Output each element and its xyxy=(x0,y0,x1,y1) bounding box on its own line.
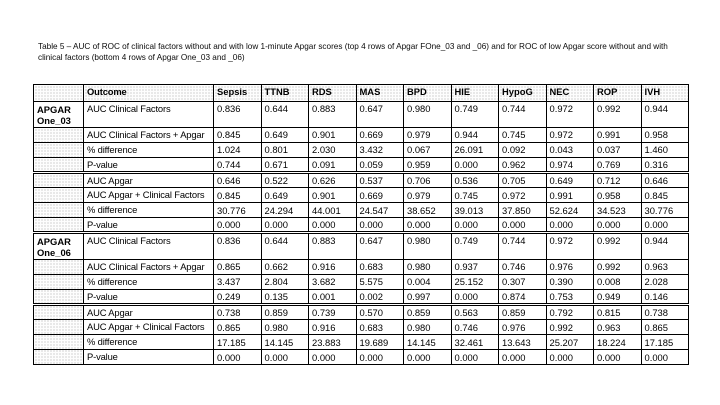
value-cell: 24.294 xyxy=(261,203,309,218)
value-cell: 0.000 xyxy=(594,349,642,364)
group-spacer-cell xyxy=(34,349,84,364)
value-cell: 0.000 xyxy=(404,349,452,364)
value-cell: 25.152 xyxy=(451,274,499,289)
value-cell: 0.744 xyxy=(214,158,262,173)
group-spacer-cell xyxy=(34,304,84,319)
value-cell: 0.901 xyxy=(309,128,357,143)
value-cell: 0.000 xyxy=(594,218,642,233)
value-cell: 0.647 xyxy=(356,102,404,128)
value-cell: 0.749 xyxy=(451,233,499,260)
value-cell: 0.845 xyxy=(214,188,262,203)
value-cell: 44.001 xyxy=(309,203,357,218)
value-cell: 0.000 xyxy=(451,218,499,233)
value-cell: 0.536 xyxy=(451,173,499,188)
value-cell: 0.008 xyxy=(594,274,642,289)
value-cell: 0.958 xyxy=(594,188,642,203)
value-cell: 0.944 xyxy=(451,128,499,143)
value-cell: 0.000 xyxy=(214,218,262,233)
value-cell: 0.746 xyxy=(499,259,547,274)
value-cell: 0.980 xyxy=(261,319,309,334)
value-cell: 0.570 xyxy=(356,304,404,319)
group-spacer-cell xyxy=(34,274,84,289)
table-caption: Table 5 – AUC of ROC of clinical factors without and with low 1-minute Apgar scores (top 4 rows of Apgar FOne_03 and _06) and for ROC of low Apgar score without and with clinical factors (bottom 4 rows of Apgar One_03 and _06) xyxy=(38,42,668,63)
value-cell: 0.992 xyxy=(594,102,642,128)
group-label: APGAR One_03 xyxy=(34,102,84,128)
value-cell: 34.523 xyxy=(594,203,642,218)
value-cell: 0.000 xyxy=(404,218,452,233)
table-row xyxy=(34,304,689,319)
table-row xyxy=(34,274,689,289)
group-spacer-cell xyxy=(34,128,84,143)
value-cell: 0.000 xyxy=(451,349,499,364)
value-cell: 0.000 xyxy=(451,158,499,173)
value-cell: 1.460 xyxy=(641,143,689,158)
value-cell: 0.959 xyxy=(404,158,452,173)
value-cell: 0.644 xyxy=(261,102,309,128)
value-cell: 0.976 xyxy=(546,259,594,274)
value-cell: 0.949 xyxy=(594,289,642,304)
value-cell: 0.972 xyxy=(499,188,547,203)
column-header-bpd: BPD xyxy=(404,85,452,102)
value-cell: 0.979 xyxy=(404,188,452,203)
value-cell: 0.000 xyxy=(214,349,262,364)
value-cell: 0.647 xyxy=(356,233,404,260)
outcome-label: % difference xyxy=(84,203,214,218)
outcome-label: AUC Clinical Factors xyxy=(84,102,214,128)
value-cell: 17.185 xyxy=(641,334,689,349)
value-cell: 5.575 xyxy=(356,274,404,289)
value-cell: 0.865 xyxy=(641,319,689,334)
column-header-mas: MAS xyxy=(356,85,404,102)
outcome-label: % difference xyxy=(84,274,214,289)
value-cell: 0.135 xyxy=(261,289,309,304)
value-cell: 0.845 xyxy=(641,188,689,203)
value-cell: 0.738 xyxy=(214,304,262,319)
value-cell: 0.976 xyxy=(499,319,547,334)
value-cell: 0.980 xyxy=(404,102,452,128)
value-cell: 0.836 xyxy=(214,102,262,128)
group-label: APGAR One_06 xyxy=(34,233,84,260)
table-row xyxy=(34,102,689,128)
column-header-ttnb: TTNB xyxy=(261,85,309,102)
column-header-hie: HIE xyxy=(451,85,499,102)
value-cell: 0.000 xyxy=(641,218,689,233)
table-row xyxy=(34,259,689,274)
column-header-rds: RDS xyxy=(309,85,357,102)
outcome-label: AUC Clinical Factors xyxy=(84,233,214,260)
value-cell: 0.649 xyxy=(261,188,309,203)
column-header-blank xyxy=(34,85,84,102)
value-cell: 0.991 xyxy=(546,188,594,203)
outcome-label: % difference xyxy=(84,143,214,158)
value-cell: 0.992 xyxy=(594,233,642,260)
value-cell: 0.753 xyxy=(546,289,594,304)
value-cell: 0.739 xyxy=(309,304,357,319)
value-cell: 0.859 xyxy=(499,304,547,319)
value-cell: 0.000 xyxy=(451,289,499,304)
group-spacer-cell xyxy=(34,173,84,188)
value-cell: 0.738 xyxy=(641,304,689,319)
value-cell: 0.669 xyxy=(356,128,404,143)
value-cell: 30.776 xyxy=(214,203,262,218)
value-cell: 0.043 xyxy=(546,143,594,158)
value-cell: 0.000 xyxy=(546,349,594,364)
value-cell: 1.024 xyxy=(214,143,262,158)
value-cell: 0.537 xyxy=(356,173,404,188)
value-cell: 0.865 xyxy=(214,319,262,334)
outcome-label: % difference xyxy=(84,334,214,349)
value-cell: 0.307 xyxy=(499,274,547,289)
value-cell: 0.004 xyxy=(404,274,452,289)
group-spacer-cell xyxy=(34,218,84,233)
outcome-label: P-value xyxy=(84,349,214,364)
value-cell: 0.522 xyxy=(261,173,309,188)
group-spacer-cell xyxy=(34,259,84,274)
table-row xyxy=(34,158,689,173)
value-cell: 0.649 xyxy=(546,173,594,188)
value-cell: 0.000 xyxy=(261,218,309,233)
value-cell: 17.185 xyxy=(214,334,262,349)
value-cell: 0.000 xyxy=(546,218,594,233)
value-cell: 0.883 xyxy=(309,233,357,260)
value-cell: 0.000 xyxy=(356,218,404,233)
group-spacer-cell xyxy=(34,158,84,173)
value-cell: 0.937 xyxy=(451,259,499,274)
value-cell: 0.744 xyxy=(499,102,547,128)
value-cell: 37.850 xyxy=(499,203,547,218)
outcome-label: AUC Clinical Factors + Apgar xyxy=(84,128,214,143)
value-cell: 13.643 xyxy=(499,334,547,349)
value-cell: 0.646 xyxy=(641,173,689,188)
column-header-ivh: IVH xyxy=(641,85,689,102)
value-cell: 0.980 xyxy=(404,233,452,260)
value-cell: 0.980 xyxy=(404,259,452,274)
table-row xyxy=(34,173,689,188)
value-cell: 0.963 xyxy=(641,259,689,274)
outcome-label: P-value xyxy=(84,289,214,304)
value-cell: 0.992 xyxy=(594,259,642,274)
value-cell: 0.916 xyxy=(309,319,357,334)
value-cell: 0.646 xyxy=(214,173,262,188)
value-cell: 0.000 xyxy=(641,349,689,364)
value-cell: 3.682 xyxy=(309,274,357,289)
group-spacer-cell xyxy=(34,203,84,218)
value-cell: 0.944 xyxy=(641,233,689,260)
outcome-label: AUC Apgar xyxy=(84,173,214,188)
value-cell: 0.883 xyxy=(309,102,357,128)
value-cell: 0.059 xyxy=(356,158,404,173)
value-cell: 0.037 xyxy=(594,143,642,158)
value-cell: 0.916 xyxy=(309,259,357,274)
value-cell: 0.991 xyxy=(594,128,642,143)
value-cell: 0.845 xyxy=(214,128,262,143)
value-cell: 24.547 xyxy=(356,203,404,218)
value-cell: 52.624 xyxy=(546,203,594,218)
value-cell: 0.316 xyxy=(641,158,689,173)
table-body xyxy=(34,102,689,365)
value-cell: 0.815 xyxy=(594,304,642,319)
value-cell: 0.859 xyxy=(261,304,309,319)
value-cell: 30.776 xyxy=(641,203,689,218)
column-header-nec: NEC xyxy=(546,85,594,102)
value-cell: 0.972 xyxy=(546,102,594,128)
value-cell: 2.028 xyxy=(641,274,689,289)
value-cell: 0.801 xyxy=(261,143,309,158)
value-cell: 0.859 xyxy=(404,304,452,319)
header-row xyxy=(34,85,689,102)
value-cell: 0.997 xyxy=(404,289,452,304)
value-cell: 3.437 xyxy=(214,274,262,289)
group-spacer-cell xyxy=(34,188,84,203)
value-cell: 0.669 xyxy=(356,188,404,203)
outcome-label: P-value xyxy=(84,158,214,173)
value-cell: 0.000 xyxy=(499,349,547,364)
outcome-label: AUC Apgar + Clinical Factors xyxy=(84,319,214,334)
value-cell: 0.712 xyxy=(594,173,642,188)
value-cell: 0.746 xyxy=(451,319,499,334)
column-header-hypog: HypoG xyxy=(499,85,547,102)
value-cell: 0.979 xyxy=(404,128,452,143)
table-row xyxy=(34,188,689,203)
value-cell: 0.000 xyxy=(309,349,357,364)
value-cell: 0.749 xyxy=(451,102,499,128)
outcome-label: AUC Apgar + Clinical Factors xyxy=(84,188,214,203)
value-cell: 0.706 xyxy=(404,173,452,188)
group-spacer-cell xyxy=(34,143,84,158)
value-cell: 0.944 xyxy=(641,102,689,128)
value-cell: 0.091 xyxy=(309,158,357,173)
value-cell: 0.671 xyxy=(261,158,309,173)
table-row xyxy=(34,203,689,218)
value-cell: 0.683 xyxy=(356,259,404,274)
value-cell: 0.000 xyxy=(356,349,404,364)
table-row xyxy=(34,143,689,158)
value-cell: 0.705 xyxy=(499,173,547,188)
value-cell: 0.769 xyxy=(594,158,642,173)
value-cell: 0.000 xyxy=(261,349,309,364)
value-cell: 38.652 xyxy=(404,203,452,218)
value-cell: 0.067 xyxy=(404,143,452,158)
group-spacer-cell xyxy=(34,334,84,349)
table-row xyxy=(34,233,689,260)
value-cell: 0.972 xyxy=(546,233,594,260)
table-row xyxy=(34,319,689,334)
value-cell: 0.744 xyxy=(499,233,547,260)
value-cell: 0.980 xyxy=(404,319,452,334)
column-header-sepsis: Sepsis xyxy=(214,85,262,102)
value-cell: 39.013 xyxy=(451,203,499,218)
value-cell: 0.002 xyxy=(356,289,404,304)
outcome-label: AUC Apgar xyxy=(84,304,214,319)
table-row xyxy=(34,218,689,233)
value-cell: 0.745 xyxy=(451,188,499,203)
value-cell: 19.689 xyxy=(356,334,404,349)
value-cell: 0.001 xyxy=(309,289,357,304)
value-cell: 14.145 xyxy=(404,334,452,349)
value-cell: 0.963 xyxy=(594,319,642,334)
value-cell: 0.874 xyxy=(499,289,547,304)
value-cell: 0.962 xyxy=(499,158,547,173)
value-cell: 0.626 xyxy=(309,173,357,188)
column-header-outcome: Outcome xyxy=(84,85,214,102)
table-row xyxy=(34,289,689,304)
value-cell: 2.030 xyxy=(309,143,357,158)
value-cell: 0.792 xyxy=(546,304,594,319)
value-cell: 0.249 xyxy=(214,289,262,304)
table-row xyxy=(34,334,689,349)
value-cell: 0.649 xyxy=(261,128,309,143)
value-cell: 0.563 xyxy=(451,304,499,319)
value-cell: 32.461 xyxy=(451,334,499,349)
value-cell: 14.145 xyxy=(261,334,309,349)
outcome-label: P-value xyxy=(84,218,214,233)
value-cell: 23.883 xyxy=(309,334,357,349)
group-spacer-cell xyxy=(34,319,84,334)
auc-roc-table xyxy=(33,84,689,365)
column-header-rop: ROP xyxy=(594,85,642,102)
value-cell: 0.836 xyxy=(214,233,262,260)
value-cell: 0.974 xyxy=(546,158,594,173)
value-cell: 3.432 xyxy=(356,143,404,158)
group-spacer-cell xyxy=(34,289,84,304)
outcome-label: AUC Clinical Factors + Apgar xyxy=(84,259,214,274)
value-cell: 0.683 xyxy=(356,319,404,334)
value-cell: 18.224 xyxy=(594,334,642,349)
value-cell: 25.207 xyxy=(546,334,594,349)
table-row xyxy=(34,349,689,364)
value-cell: 0.000 xyxy=(309,218,357,233)
value-cell: 0.644 xyxy=(261,233,309,260)
table-row xyxy=(34,128,689,143)
value-cell: 0.901 xyxy=(309,188,357,203)
value-cell: 0.992 xyxy=(546,319,594,334)
value-cell: 0.000 xyxy=(499,218,547,233)
value-cell: 0.146 xyxy=(641,289,689,304)
value-cell: 26.091 xyxy=(451,143,499,158)
value-cell: 0.865 xyxy=(214,259,262,274)
value-cell: 0.092 xyxy=(499,143,547,158)
value-cell: 0.662 xyxy=(261,259,309,274)
value-cell: 0.972 xyxy=(546,128,594,143)
value-cell: 0.958 xyxy=(641,128,689,143)
value-cell: 2.804 xyxy=(261,274,309,289)
value-cell: 0.745 xyxy=(499,128,547,143)
value-cell: 0.390 xyxy=(546,274,594,289)
